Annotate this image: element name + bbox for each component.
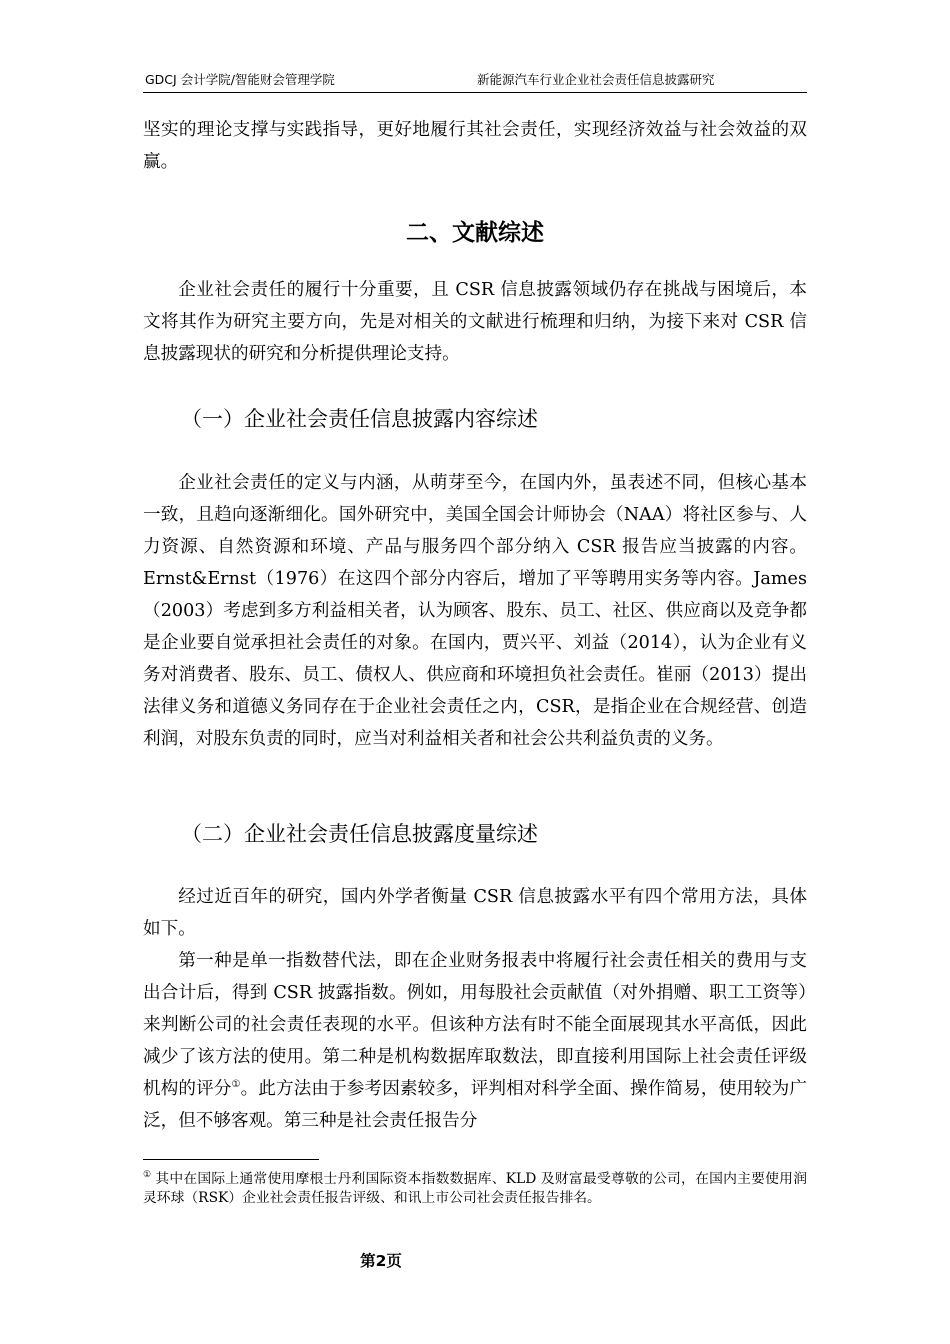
footnote-mark: ① <box>143 1170 152 1181</box>
intro-tail-paragraph: 坚实的理论支撑与实践指导，更好地履行其社会责任，实现经济效益与社会效益的双赢。 <box>143 120 807 172</box>
header-rule <box>143 92 807 93</box>
header-left: GDCJ 会计学院/智能财会管理学院 <box>145 72 335 87</box>
section-intro-paragraph: 企业社会责任的履行十分重要，且 CSR 信息披露领域仍存在挑战与困境后，本文将其作为研究主要方向，先是对相关的文献进行梳理和归纳，为接下来对 CSR 信息披露现状的研究和分析提供理论支持。 <box>143 280 807 364</box>
page-number: 第2页 <box>360 1252 402 1270</box>
footnote-rule <box>143 1159 319 1160</box>
subsection1-paragraph: 企业社会责任的定义与内涵，从萌芽至今，在国内外，虽表述不同，但核心基本一致，且趋向逐渐细化。国外研究中，美国全国会计师协会（NAA）将社区参与、人力资源、自然资源和环境、产品与服务四个部分纳入 CSR 报告应当披露的内容。Ernst&Ernst（1976）在这四个部分内容后，增加了平等聘用实务等内容。James（2003）考虑到多方利益相关者，认为顾客、股东、员工、社区、供应商以及竞争都是企业要自觉承担社会责任的对象。在国内，贾兴平、刘益（2014），认为企业有义务对消费者、股东、员工、债权人、供应商和环境担负社会责任。崔丽（2013）提出法律义务和道德义务同存在于企业社会责任之内，CSR，是指企业在合规经营、创造利润，对股东负责的同时，应当对利益相关者和社会公共利益负责的义务。 <box>143 473 807 749</box>
paragraph2-text-b: 。此方法由于参考因素较多，评判相对科学全面、操作简易，使用较为广泛，但不够客观。第三种是社会责任报告分 <box>143 1079 807 1131</box>
subsection2-paragraph-1: 经过近百年的研究，国内外学者衡量 CSR 信息披露水平有四个常用方法，具体如下。 <box>143 887 807 939</box>
subsection2-paragraph-2 <box>143 945 807 1137</box>
subsection1-title: （一）企业社会责任信息披露内容综述 <box>181 407 538 431</box>
footnote <box>143 1170 807 1208</box>
subsection2-title: （二）企业社会责任信息披露度量综述 <box>181 822 538 846</box>
section-title: 二、文献综述 <box>406 220 544 246</box>
paragraph2-text-a: 第一种是单一指数替代法，即在企业财务报表中将履行社会责任相关的费用与支出合计后，得到 CSR 披露指数。例如，用每股社会贡献值（对外捐赠、职工工资等）来判断公司的社会责任表现的水平。但该种方法有时不能全面展现其水平高低，因此减少了该方法的使用。第二种是机构数据库取数法，即直接利用国际上社会责任评级机构的评分 <box>143 951 807 1099</box>
footnote-reference[interactable]: ① <box>231 1079 241 1091</box>
footnote-text: 其中在国际上通常使用摩根士丹利国际资本指数数据库、KLD 及财富最受尊敬的公司，在国内主要使用润灵环球（RSK）企业社会责任报告评级、和讯上市公司社会责任报告排名。 <box>143 1171 807 1206</box>
header-right: 新能源汽车行业企业社会责任信息披露研究 <box>477 72 715 87</box>
